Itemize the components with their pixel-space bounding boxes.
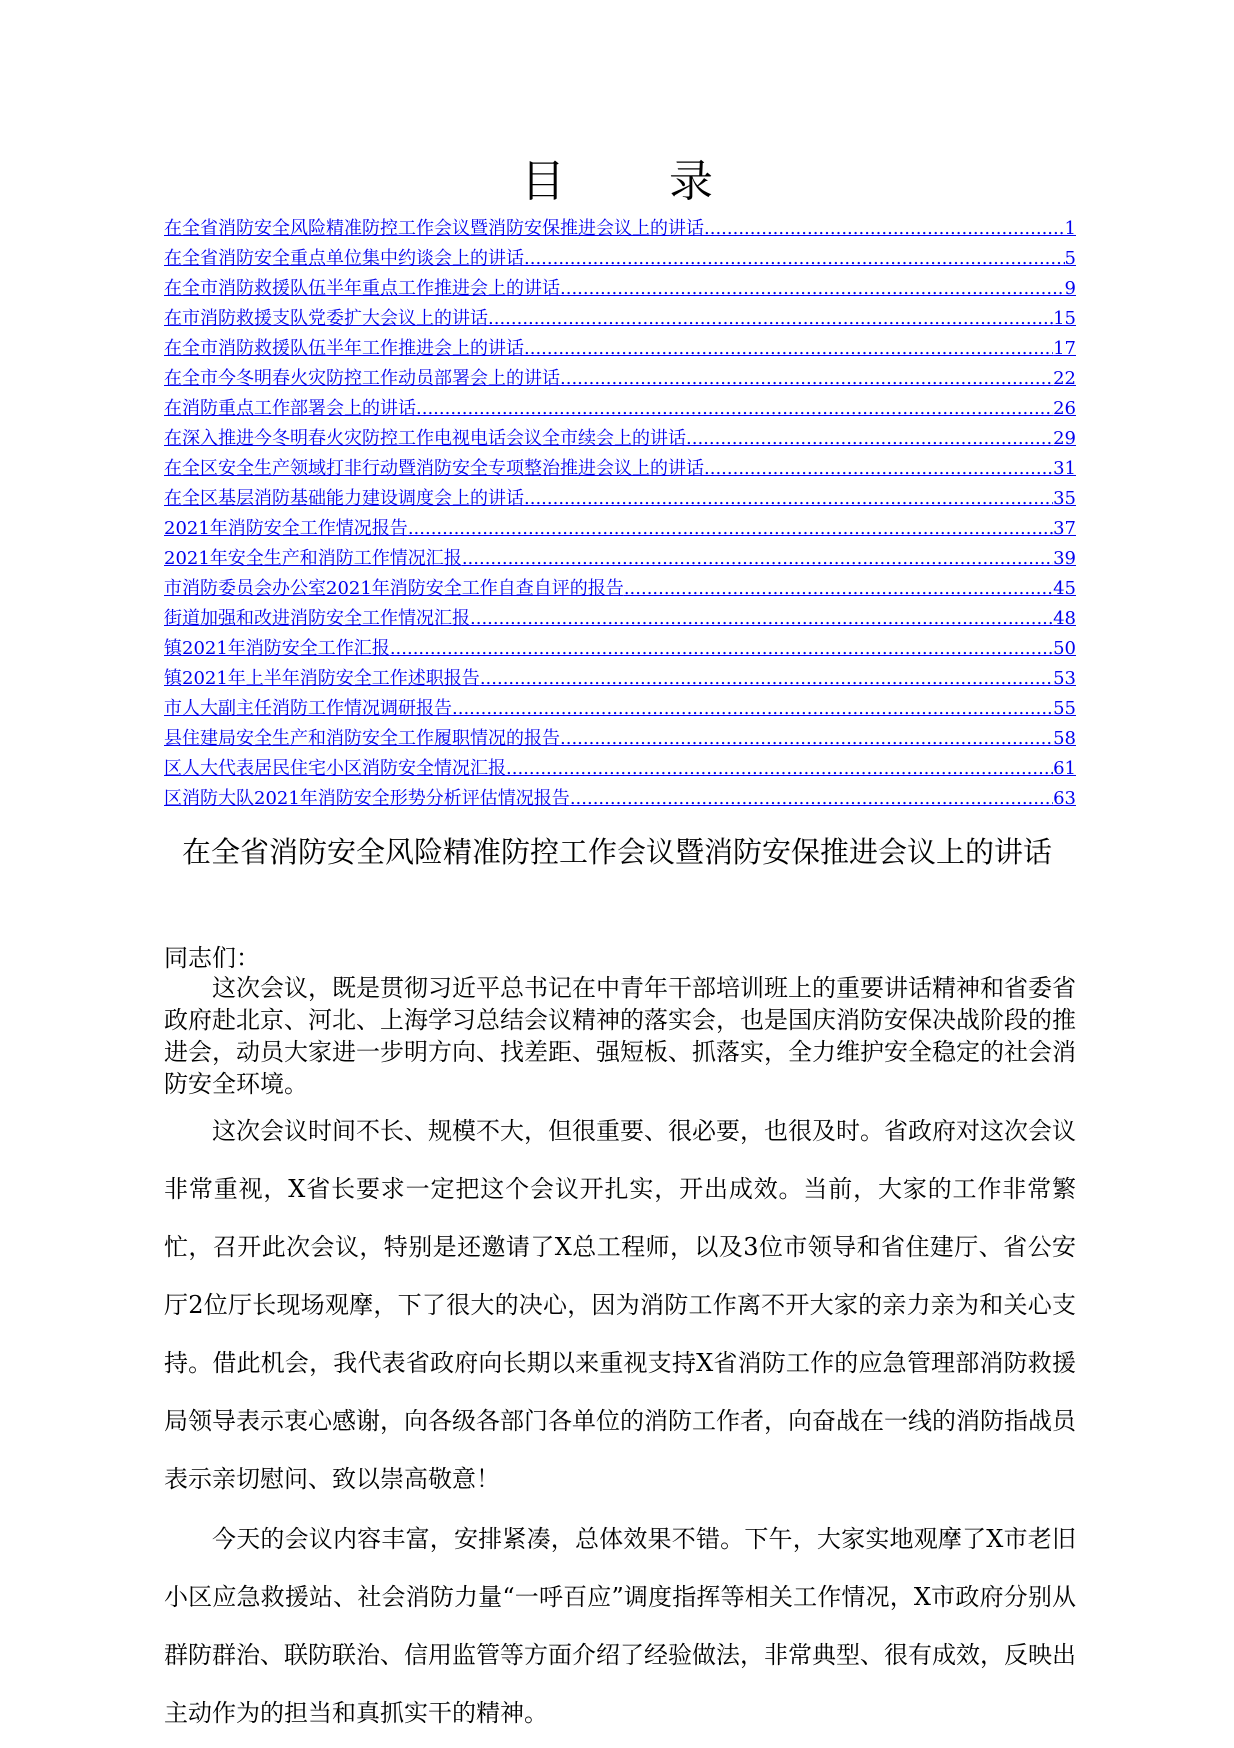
toc-entry-page[interactable]: 35 [1053, 488, 1076, 509]
toc-title: 目 录 [521, 156, 743, 207]
toc-leader-dots [560, 724, 1053, 754]
toc-entry-text[interactable]: 2021年安全生产和消防工作情况汇报 [164, 548, 462, 569]
toc-entry-page[interactable]: 22 [1053, 368, 1076, 389]
toc-entry[interactable] [164, 544, 1076, 574]
toc-entry-page[interactable]: 48 [1053, 608, 1076, 629]
toc-entry-text[interactable]: 在全市今冬明春火灾防控工作动员部署会上的讲话 [164, 368, 560, 389]
toc-leader-dots [560, 274, 1065, 304]
toc-leader-dots [704, 454, 1053, 484]
toc-entry-page[interactable]: 1 [1064, 218, 1076, 239]
body-paragraph: 这次会议，既是贯彻习近平总书记在中青年干部培训班上的重要讲话精神和省委省政府赴北京、河北、上海学习总结会议精神的落实会，也是国庆消防安保决战阶段的推进会，动员大家进一步明方向、找差距、强短板、抓落实，全力维护安全稳定的社会消防安全环境。 [164, 974, 1076, 1098]
toc-entry-page[interactable]: 39 [1053, 548, 1076, 569]
speech-body [164, 944, 1076, 1742]
toc-entry[interactable] [164, 334, 1076, 364]
salutation: 同志们： [164, 944, 260, 972]
toc-entry-text[interactable]: 在全省消防安全风险精准防控工作会议暨消防安保推进会议上的讲话 [164, 218, 704, 239]
toc-entry-text[interactable]: 在消防重点工作部署会上的讲话 [164, 398, 416, 419]
toc-entry-page[interactable]: 37 [1053, 518, 1076, 539]
toc-leader-dots [570, 784, 1053, 814]
toc-leader-dots [624, 574, 1053, 604]
toc-entry-text[interactable]: 在全区基层消防基础能力建设调度会上的讲话 [164, 488, 524, 509]
toc-leader-dots [560, 364, 1053, 394]
toc-entry[interactable] [164, 214, 1076, 244]
toc-entry-page[interactable]: 58 [1053, 728, 1076, 749]
toc-entry[interactable] [164, 484, 1076, 514]
toc-entry[interactable] [164, 574, 1076, 604]
toc-entry-text[interactable]: 在全市消防救援队伍半年工作推进会上的讲话 [164, 338, 524, 359]
toc-entry[interactable] [164, 754, 1076, 784]
toc-entry[interactable] [164, 424, 1076, 454]
toc-entry-page[interactable]: 63 [1053, 788, 1076, 809]
toc-entry-page[interactable]: 50 [1053, 638, 1076, 659]
toc-entry[interactable] [164, 274, 1076, 304]
toc-entry[interactable] [164, 304, 1076, 334]
toc-entry-text[interactable]: 在全区安全生产领域打非行动暨消防安全专项整治推进会议上的讲话 [164, 458, 704, 479]
toc-entry-page[interactable]: 26 [1053, 398, 1076, 419]
toc-entry-text[interactable]: 区人大代表居民住宅小区消防安全情况汇报 [164, 758, 506, 779]
toc-leader-dots [408, 514, 1053, 544]
toc-entry-page[interactable]: 45 [1053, 578, 1076, 599]
toc-entry-page[interactable]: 15 [1053, 308, 1076, 329]
toc-leader-dots [506, 754, 1053, 784]
table-of-contents [164, 214, 1076, 814]
toc-entry-page[interactable]: 5 [1064, 248, 1076, 269]
toc-entry-text[interactable]: 县住建局安全生产和消防安全工作履职情况的报告 [164, 728, 560, 749]
toc-leader-dots [686, 424, 1053, 454]
toc-entry-text[interactable]: 街道加强和改进消防安全工作情况汇报 [164, 608, 470, 629]
toc-entry[interactable] [164, 394, 1076, 424]
toc-entry-page[interactable]: 17 [1053, 338, 1076, 359]
toc-entry-page[interactable]: 61 [1053, 758, 1076, 779]
toc-leader-dots [524, 484, 1053, 514]
toc-entry-text[interactable]: 在全省消防安全重点单位集中约谈会上的讲话 [164, 248, 524, 269]
toc-entry-page[interactable]: 55 [1053, 698, 1076, 719]
toc-leader-dots [524, 334, 1053, 364]
toc-entry-text[interactable]: 镇2021年消防安全工作汇报 [164, 638, 390, 659]
toc-entry[interactable] [164, 364, 1076, 394]
toc-entry-page[interactable]: 31 [1053, 458, 1076, 479]
toc-entry-page[interactable]: 9 [1064, 278, 1076, 299]
toc-leader-dots [524, 244, 1065, 274]
toc-entry-page[interactable]: 29 [1053, 428, 1076, 449]
toc-leader-dots [480, 664, 1053, 694]
toc-entry[interactable] [164, 604, 1076, 634]
toc-entry-text[interactable]: 市消防委员会办公室2021年消防安全工作自查自评的报告 [164, 578, 624, 599]
toc-entry[interactable] [164, 514, 1076, 544]
toc-entry-text[interactable]: 市人大副主任消防工作情况调研报告 [164, 698, 452, 719]
toc-entry[interactable] [164, 724, 1076, 754]
toc-entry-text[interactable]: 在深入推进今冬明春火灾防控工作电视电话会议全市续会上的讲话 [164, 428, 686, 449]
toc-leader-dots [416, 394, 1053, 424]
toc-entry-text[interactable]: 2021年消防安全工作情况报告 [164, 518, 408, 539]
toc-entry-text[interactable]: 区消防大队2021年消防安全形势分析评估情况报告 [164, 788, 570, 809]
toc-entry-text[interactable]: 在市消防救援支队党委扩大会议上的讲话 [164, 308, 488, 329]
body-paragraph: 这次会议时间不长、规模不大，但很重要、很必要，也很及时。省政府对这次会议非常重视，X省长要求一定把这个会议开扎实，开出成效。当前，大家的工作非常繁忙，召开此次会议，特别是还邀请了X总工程师，以及3位市领导和省住建厅、省公安厅2位厅长现场观摩，下了很大的决心，因为消防工作离不开大家的亲力亲为和关心支持。借此机会，我代表省政府向长期以来重视支持X省消防工作的应急管理部消防救援局领导表示衷心感谢，向各级各部门各单位的消防工作者，向奋战在一线的消防指战员表示亲切慰问、致以崇高敬意！ [164, 1117, 1076, 1493]
toc-leader-dots [704, 214, 1065, 244]
toc-leader-dots [488, 304, 1053, 334]
toc-entry-text[interactable]: 镇2021年上半年消防安全工作述职报告 [164, 668, 480, 689]
toc-entry-text[interactable]: 在全市消防救援队伍半年重点工作推进会上的讲话 [164, 278, 560, 299]
toc-entry-page[interactable]: 53 [1053, 668, 1076, 689]
toc-entry[interactable] [164, 784, 1076, 814]
toc-leader-dots [462, 544, 1053, 574]
toc-leader-dots [470, 604, 1053, 634]
toc-entry[interactable] [164, 664, 1076, 694]
toc-entry[interactable] [164, 694, 1076, 724]
toc-leader-dots [452, 694, 1053, 724]
toc-leader-dots [390, 634, 1053, 664]
body-paragraph: 今天的会议内容丰富，安排紧凑，总体效果不错。下午，大家实地观摩了X市老旧小区应急救援站、社会消防力量“一呼百应”调度指挥等相关工作情况，X市政府分别从群防群治、联防联治、信用监管等方面介绍了经验做法，非常典型、很有成效，反映出主动作为的担当和真抓实干的精神。 [164, 1525, 1076, 1727]
toc-entry[interactable] [164, 244, 1076, 274]
toc-entry[interactable] [164, 454, 1076, 484]
toc-entry[interactable] [164, 634, 1076, 664]
speech-title: 在全省消防安全风险精准防控工作会议暨消防安保推进会议上的讲话 [181, 835, 1052, 869]
